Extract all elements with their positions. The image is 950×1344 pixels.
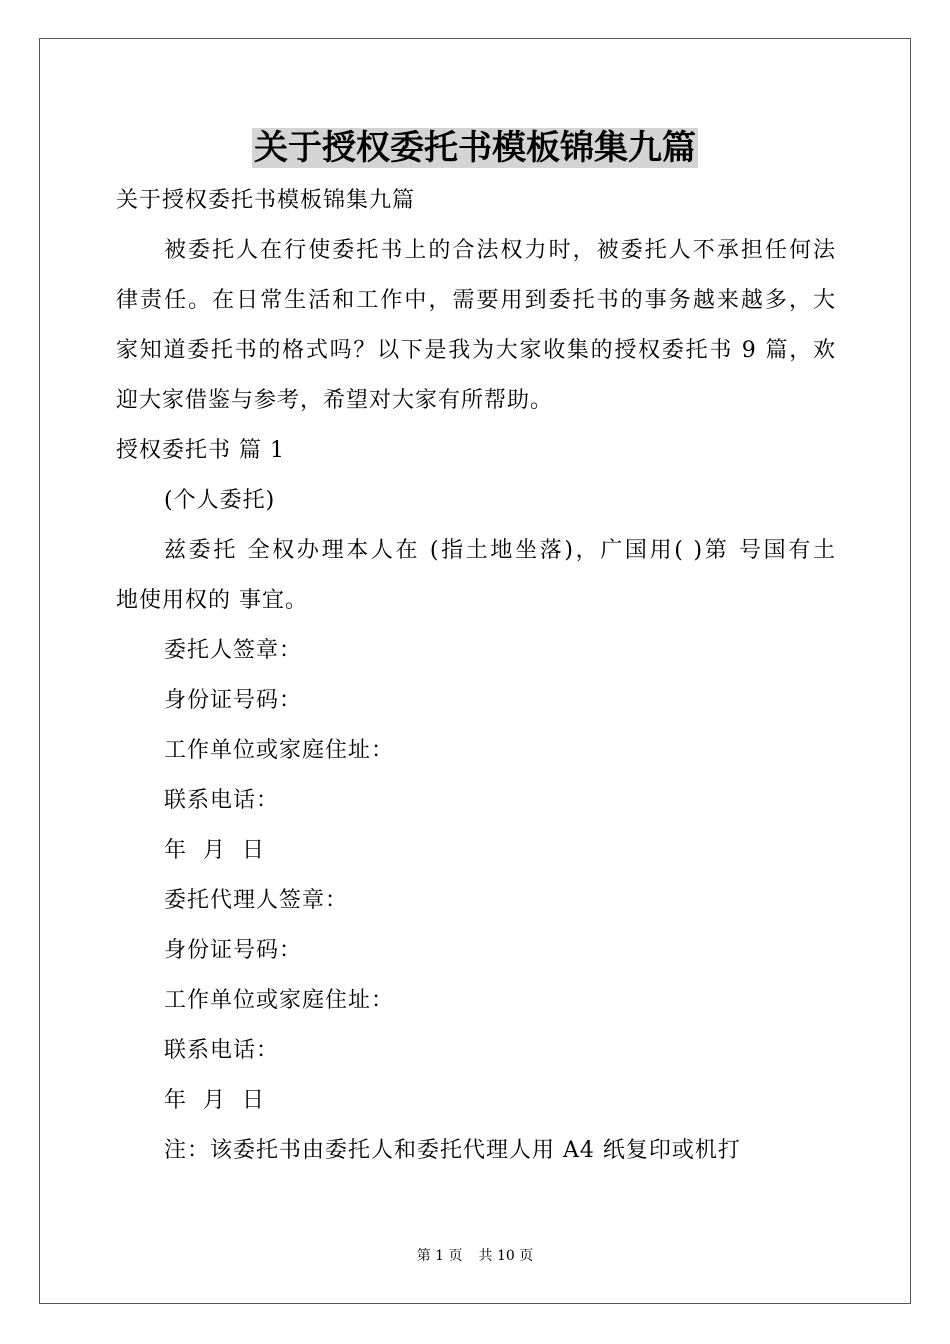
document-body [116, 176, 836, 1176]
form-field-line: 联系电话： [164, 788, 280, 813]
form-field-line: 身份证号码： [164, 688, 303, 713]
section-heading: 授权委托书 篇 1 [116, 438, 285, 463]
document-title [0, 126, 950, 170]
form-field-line: 联系电话： [164, 1038, 280, 1063]
note-line: 注：该委托书由委托人和委托代理人用 A4 纸复印或机打 [164, 1138, 741, 1163]
page-total: 共 10 页 [478, 1248, 534, 1264]
page-number: 第 1 页 [416, 1248, 463, 1264]
paragraph-line: 迎大家借鉴与参考，希望对大家有所帮助。 [116, 388, 554, 413]
page-footer [0, 1246, 950, 1266]
paragraph-line: 被委托人在行使委托书上的合法权力时，被委托人不承担任何法 [164, 238, 836, 263]
subtitle-line: 关于授权委托书模板锦集九篇 [116, 188, 416, 213]
form-field-line: 身份证号码： [164, 938, 303, 963]
form-field-line: 工作单位或家庭住址： [164, 738, 395, 763]
form-field-line: 委托代理人签章： [164, 888, 349, 913]
paragraph-line: 兹委托 全权办理本人在 (指土地坐落)，广国用( )第 号国有土 [164, 538, 836, 563]
paragraph-line: 家知道委托书的格式吗？以下是我为大家收集的授权委托书 9 篇，欢 [116, 338, 836, 363]
paragraph-line: 律责任。在日常生活和工作中，需要用到委托书的事务越来越多，大 [116, 288, 836, 313]
paragraph-line: 地使用权的 事宜。 [116, 588, 308, 613]
paragraph-line: (个人委托) [164, 488, 276, 513]
form-field-line: 工作单位或家庭住址： [164, 988, 395, 1013]
form-field-line: 委托人签章： [164, 638, 303, 663]
date-line: 年 月 日 [164, 838, 265, 863]
date-line: 年 月 日 [164, 1088, 265, 1113]
document-title-text: 关于授权委托书模板锦集九篇 [254, 128, 696, 168]
